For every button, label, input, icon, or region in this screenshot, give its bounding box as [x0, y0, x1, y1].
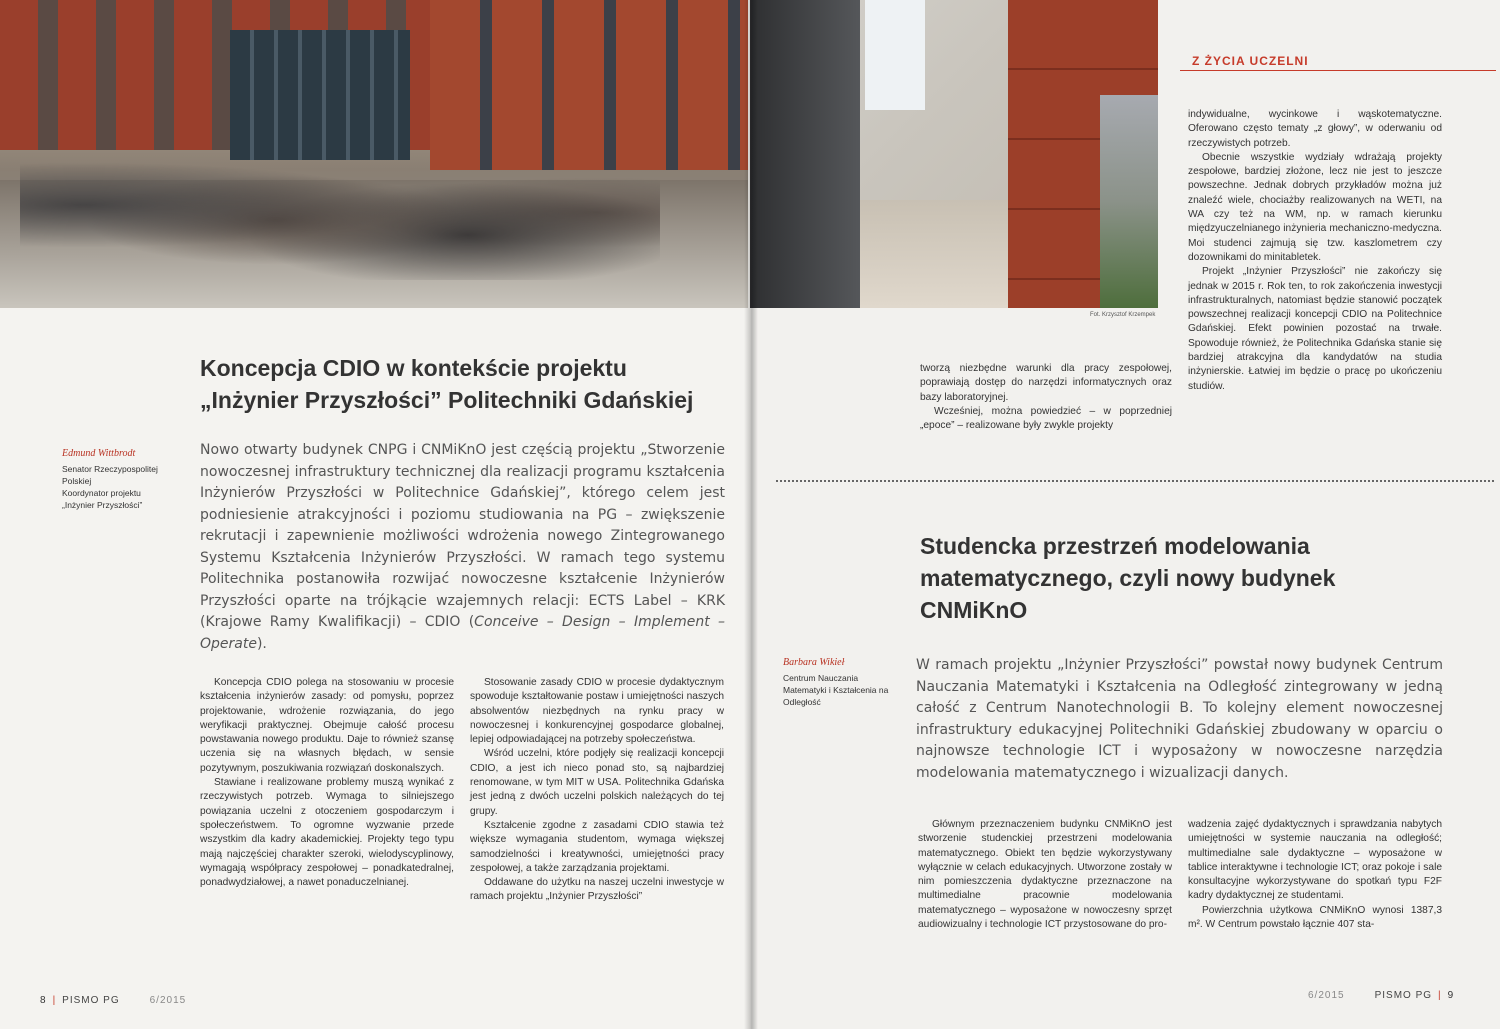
article1-title: Koncepcja CDIO w kontekście projektu „Inżynier Przyszłości” Politechniki Gdańskiej	[200, 355, 694, 413]
paragraph: Oddawane do użytku na naszej uczelni inwestycje w ramach projektu „Inżynier Przyszłości”	[470, 877, 724, 903]
paragraph: Powierzchnia użytkowa CNMiKnO wynosi 1387,3 m². W Centrum powstało łącznie 407 sta-	[1188, 904, 1442, 931]
article1-lead: Nowo otwarty budynek CNPG i CNMiKnO jest częścią projektu „Stworzenie nowoczesnej infrastruktury technicznej dla realizacji programu kształcenia Inżynierów Przyszłości w Politechnice Gdańskiej”, którego celem jest podniesienie atrakcyjności i poziomu studiowania na PG – zwiększenie rekrutacji i zapewnienie możliwości wdrożenia nowego Zintegrowanego Systemu Kształcenia Inżynierów Przyszłości. W ramach tego systemu Politechnika postanowiła rozwijać nowoczesne kształcenie Inżynierów Przyszłości oparte na trójkącie wzajemnych relacji: ECTS Label – KRK (Krajowe Ramy Kwalifikacji) – CDIO (Conceive – Design – Implement – Operate).	[200, 442, 725, 652]
author-role: Koordynator projektu „Inżynier Przyszłości”	[62, 488, 143, 510]
author-role: Centrum Nauczania Matematyki i Kształcenia na Odległość	[783, 673, 889, 707]
article2-lead: W ramach projektu „Inżynier Przyszłości” powstał nowy budynek Centrum Nauczania Matematyki i Kształcenia na Odległość zintegrowany w jedną całość z Centrum Nanotechnologii B. To kolejny element nowoczesnej infrastruktury edukacyjnej Politechniki Gdańskiej zbudowany w oparciu o najnowsze technologie ICT i wyposażony w nowoczesne narzędzia modelowania matematycznego i wizualizacji danych.	[916, 657, 1443, 781]
section-rule	[1180, 70, 1496, 71]
article1-column-4	[1188, 108, 1442, 394]
paragraph: wadzenia zajęć dydaktycznych i sprawdzania nabytych umiejętności w systemie nauczania na odległość; multimedialne sale dydaktyczne – wyposażone w tablice interaktywne i technologie ICT; oraz pokoje i sale konsultacyjne wykorzystywane do spotkań typu F2F kadry dydaktycznej ze studentami.	[1188, 819, 1442, 902]
article1-column-3	[920, 362, 1172, 433]
students-courtyard-photo	[0, 0, 748, 308]
article2-column-2	[1188, 818, 1442, 932]
left-folio: 8 | PISMO PG 6/2015	[40, 995, 187, 1006]
article1-column-1	[200, 676, 454, 890]
paragraph: Obecnie wszystkie wydziały wdrażają projekty zespołowe, bardziej złożone, lecz nie jest to jeszcze powszechne. Jednak dobrych przykładów można już znaleźć wiele, chociażby realizowanych na WETI, na WA czy też na WM, np. w ramach kierunku międzyuczelnianego inżynieria mechaniczno-medyczna. Moi studenci zajmują się tzw. kaszlometrem czy dozownikami do minitabletek.	[1188, 151, 1442, 263]
article2-title: Studencka przestrzeń modelowania matematycznego, czyli nowy budynek CNMiKnO	[920, 533, 1336, 623]
paragraph: Wcześniej, można powiedzieć – w poprzedniej „epoce” – realizowane były zwykle projekty	[920, 405, 1172, 432]
paragraph: Stawiane i realizowane problemy muszą wynikać z rzeczywistych potrzeb. Wymaga to silniejszego powiązania uczelni z otoczeniem gospodarczym i społeczeństwem. To ogromne wyzwanie przede wszystkim dla kadry akademickiej. Projekty tego typu mają najczęściej charakter szeroki, wielodyscyplinowy, wymagają współpracy zespołowej – ponadkatedralnej, ponadwydziałowej, a nawet ponaduczelnianej.	[200, 777, 454, 889]
author-role: Senator Rzeczypospolitej Polskiej	[62, 464, 158, 486]
section-divider	[776, 480, 1496, 482]
paragraph: Koncepcja CDIO polega na stosowaniu w procesie kształcenia inżynierów zasady: od pomysłu, poprzez projektowanie, wdrożenie rozwiązania, do jego weryfikacji praktycznej. Obejmuje całość procesu powstawania nowego produktu. Daje to również szansę uczenia się na własnych błędach, w sensie pozytywnym, poszukiwania rozwiązań doskonalszych.	[200, 677, 454, 774]
paragraph: Kształcenie zgodne z zasadami CDIO stawia też większe wymagania studentom, wymaga większej samodzielności i kreatywności, umiejętności pracy zespołowej, a także zarządzania projektami.	[470, 819, 724, 874]
section-label: Z ŻYCIA UCZELNI	[1192, 54, 1309, 68]
paragraph: Głównym przeznaczeniem budynku CNMiKnO jest stworzenie studenckiej przestrzeni modelowania matematycznego. Obiekt ten będzie wykorzystywany wyłącznie w celach edukacyjnych. Utworzone zostały w nim pomieszczenia dydaktyczne przeznaczone na multimedialne pracownie modelowania matematycznego – wyposażone w nowoczesny sprzęt audiowizualny i technologie ICT przystosowane do pro-	[918, 819, 1172, 931]
article1-byline	[62, 448, 172, 511]
photo-credit: Fot. Krzysztof Krzempek	[1090, 312, 1156, 318]
paragraph: Stosowanie zasady CDIO w procesie dydaktycznym spowoduje kształtowanie postaw i umiejętności naszych absolwentów niezbędnych na rynku pracy w nowoczesnej i konkurencyjnej gospodarce globalnej, lepiej odpowiadającej na potrzeby społeczeństwa.	[470, 677, 724, 746]
right-folio: 6/2015 PISMO PG | 9	[1308, 990, 1455, 1001]
author-name: Barbara Wikieł	[783, 657, 845, 668]
article1-column-2	[470, 676, 724, 905]
paragraph: Wśród uczelni, które podjęły się realizacji koncepcji CDIO, a jest ich nieco ponad sto, są najbardziej renomowane, w tym MIT w USA. Politechnika Gdańska jest jedną z dwóch uczelni polskich należących do tej grupy.	[470, 748, 724, 817]
article2-byline	[783, 657, 893, 708]
corridor-photo	[750, 0, 1158, 308]
paragraph: Projekt „Inżynier Przyszłości” nie zakończy się jednak w 2015 r. Rok ten, to rok zakończenia inwestycji infrastrukturalnych, natomiast będzie stanowić początek powszechnej realizacji koncepcji CDIO na Politechnice Gdańskiej. Efekt powinien pozostać na trwałe. Spowoduje również, że Politechnika Gdańska stanie się bardziej atrakcyjna dla kandydatów na studia inżynierskie. Łatwiej im będzie o pracę po ukończeniu studiów.	[1188, 266, 1442, 392]
article2-column-1	[918, 818, 1172, 932]
city-view-photo	[1100, 95, 1158, 308]
paragraph: indywidualne, wycinkowe i wąskotematyczne. Oferowano często tematy „z głowy”, w oderwaniu od rzeczywistych potrzeb.	[1188, 109, 1442, 149]
author-name: Edmund Wittbrodt	[62, 448, 136, 459]
paragraph: tworzą niezbędne warunki dla pracy zespołowej, poprawiają dostęp do narzędzi informatycznych oraz bazy laboratoryjnej.	[920, 363, 1172, 403]
